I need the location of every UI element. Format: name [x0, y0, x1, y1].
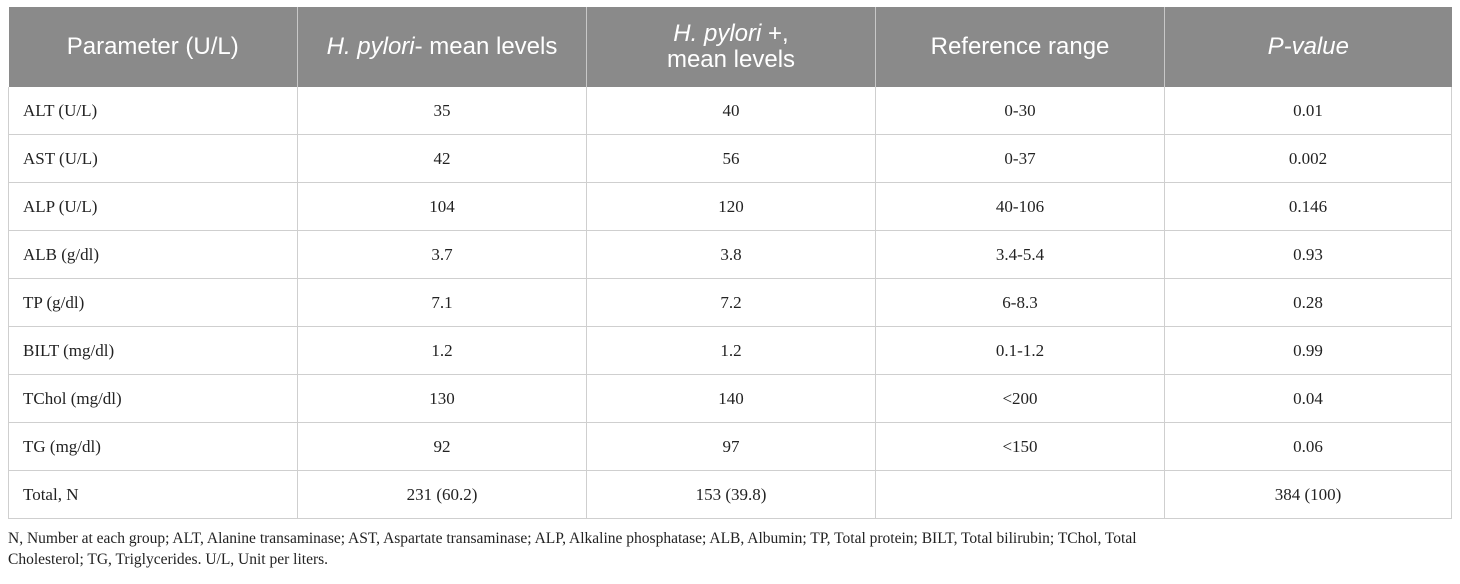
cell-positive: 7.2 [587, 279, 876, 327]
cell-reference: 6-8.3 [876, 279, 1165, 327]
header-hpylori-negative [298, 7, 587, 87]
cell-p-value: 0.002 [1165, 135, 1452, 183]
cell-negative: 7.1 [298, 279, 587, 327]
header-hpylori-positive-rest-1: +, [761, 20, 789, 47]
cell-positive: 3.8 [587, 231, 876, 279]
cell-p-value: 0.01 [1165, 87, 1452, 135]
header-hpylori-positive-italic: H. pylori [673, 20, 762, 47]
cell-p-value: 384 (100) [1165, 471, 1452, 519]
cell-positive: 140 [587, 375, 876, 423]
cell-reference: 0-30 [876, 87, 1165, 135]
footnote-line-2: Cholesterol; TG, Triglycerides. U/L, Unit per liters. [8, 551, 329, 568]
table-footnote [8, 528, 1453, 570]
header-hpylori-positive-rest-2: mean levels [666, 46, 796, 73]
footnote-line-1: N, Number at each group; ALT, Alanine transaminase; AST, Aspartate transaminase; ALP, Alkaline phosphatase; ALB, Albumin; TP, Total protein; BILT, Total bilirubin; TChol, Total [8, 530, 1137, 547]
header-parameter: Parameter (U/L) [9, 7, 298, 87]
cell-positive: 56 [587, 135, 876, 183]
header-hpylori-negative-italic: H. pylori [326, 33, 415, 60]
cell-parameter: ALB (g/dl) [9, 231, 298, 279]
cell-negative: 130 [298, 375, 587, 423]
header-reference-range: Reference range [876, 7, 1165, 87]
cell-positive: 153 (39.8) [587, 471, 876, 519]
cell-reference: 3.4-5.4 [876, 231, 1165, 279]
cell-negative: 35 [298, 87, 587, 135]
table-row [9, 375, 1452, 423]
table-row-total [9, 471, 1452, 519]
table-row [9, 87, 1452, 135]
cell-parameter: AST (U/L) [9, 135, 298, 183]
cell-p-value: 0.99 [1165, 327, 1452, 375]
results-table-container [8, 7, 1451, 519]
cell-parameter: TChol (mg/dl) [9, 375, 298, 423]
cell-reference: 0-37 [876, 135, 1165, 183]
cell-reference: <200 [876, 375, 1165, 423]
cell-reference: 0.1-1.2 [876, 327, 1165, 375]
cell-negative: 92 [298, 423, 587, 471]
cell-positive: 40 [587, 87, 876, 135]
cell-parameter: TG (mg/dl) [9, 423, 298, 471]
cell-negative: 3.7 [298, 231, 587, 279]
cell-p-value: 0.04 [1165, 375, 1452, 423]
table-body [9, 87, 1452, 519]
header-row [9, 7, 1452, 87]
table-row [9, 183, 1452, 231]
cell-negative: 1.2 [298, 327, 587, 375]
header-hpylori-negative-rest: - mean levels [414, 33, 558, 60]
table-row [9, 327, 1452, 375]
cell-negative: 231 (60.2) [298, 471, 587, 519]
cell-reference: 40-106 [876, 183, 1165, 231]
table-row [9, 279, 1452, 327]
cell-reference [876, 471, 1165, 519]
header-hpylori-positive [587, 7, 876, 87]
table-header [9, 7, 1452, 87]
cell-parameter: ALP (U/L) [9, 183, 298, 231]
table-row [9, 423, 1452, 471]
cell-positive: 1.2 [587, 327, 876, 375]
table-row [9, 135, 1452, 183]
cell-reference: <150 [876, 423, 1165, 471]
cell-p-value: 0.06 [1165, 423, 1452, 471]
cell-positive: 120 [587, 183, 876, 231]
cell-p-value: 0.28 [1165, 279, 1452, 327]
cell-positive: 97 [587, 423, 876, 471]
cell-parameter: ALT (U/L) [9, 87, 298, 135]
results-table [8, 7, 1452, 519]
cell-negative: 104 [298, 183, 587, 231]
cell-p-value: 0.146 [1165, 183, 1452, 231]
cell-p-value: 0.93 [1165, 231, 1452, 279]
header-p-value: P-value [1165, 7, 1452, 87]
cell-parameter: Total, N [9, 471, 298, 519]
cell-negative: 42 [298, 135, 587, 183]
cell-parameter: BILT (mg/dl) [9, 327, 298, 375]
cell-parameter: TP (g/dl) [9, 279, 298, 327]
table-row [9, 231, 1452, 279]
